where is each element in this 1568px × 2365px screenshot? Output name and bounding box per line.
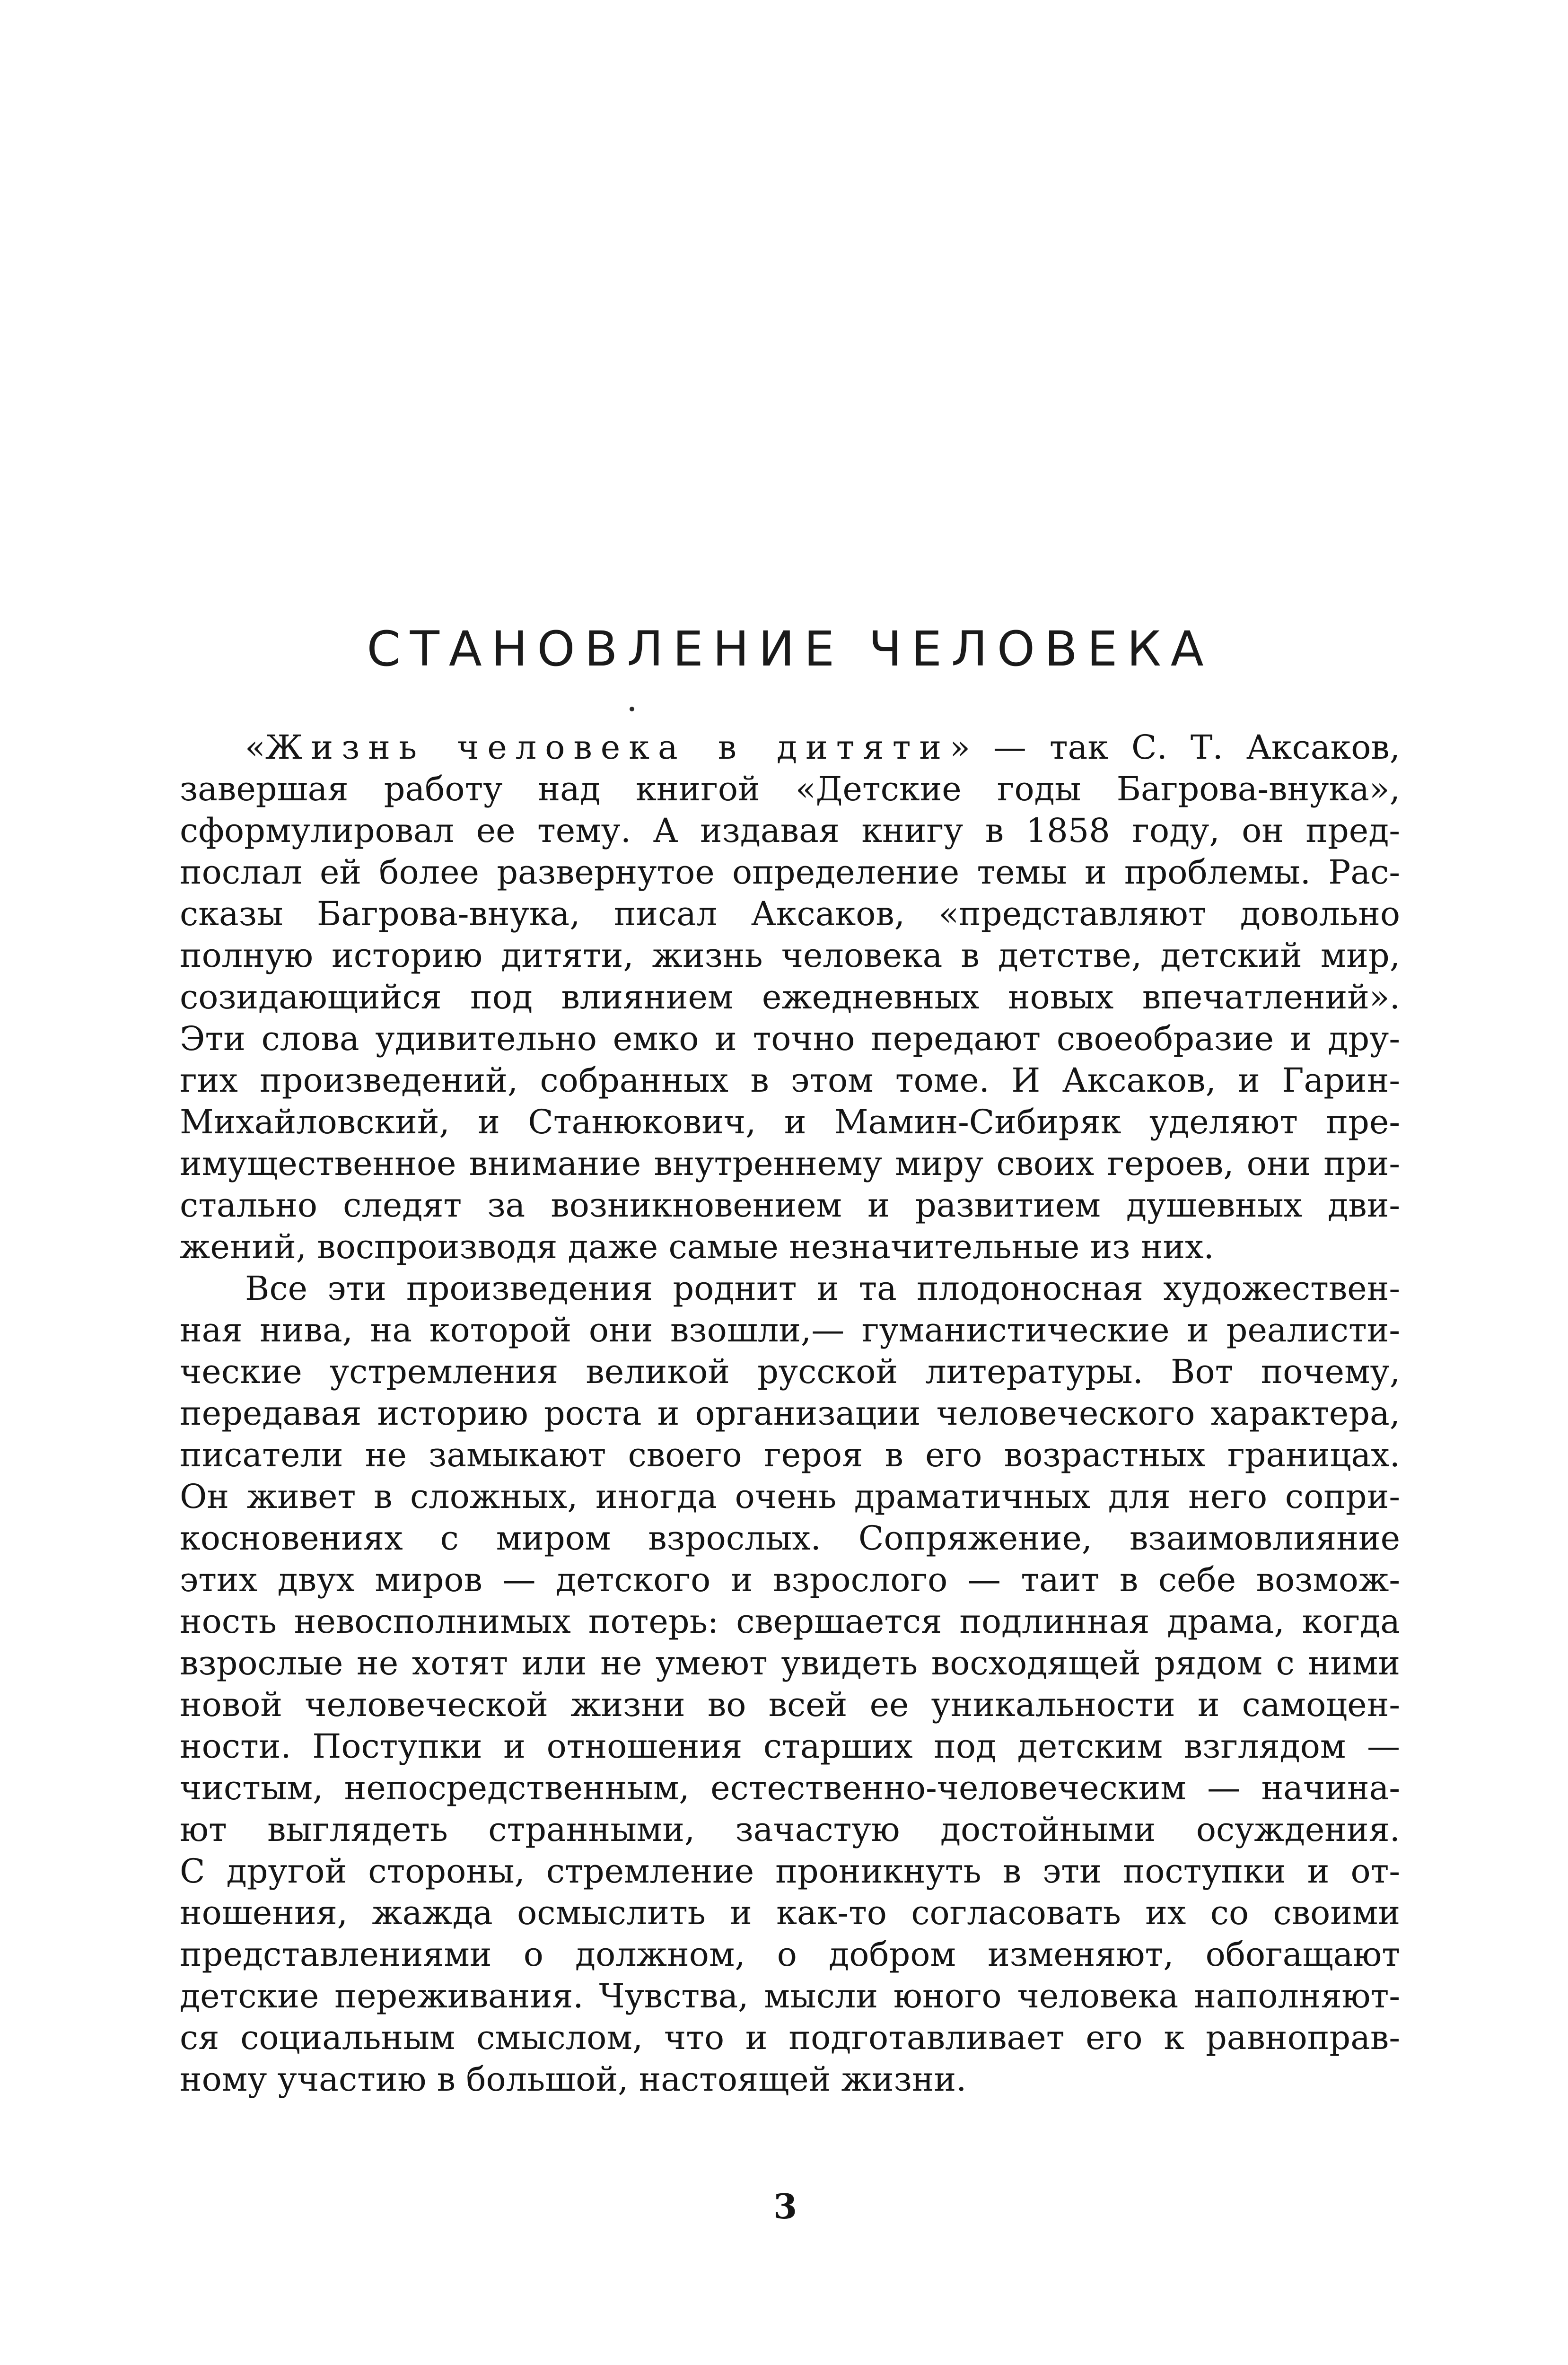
text-line: послал ей более развернутое определение темы и проблемы. Рас- <box>180 853 1400 892</box>
quote-open: « <box>245 728 265 767</box>
text-line: ному участию в большой, настоящей жизни. <box>180 2060 967 2099</box>
text-line: косновениях с миром взрослых. Сопряжение, взаимовлияние <box>180 1519 1400 1558</box>
chapter-title: СТАНОВЛЕНИЕ ЧЕЛОВЕКА <box>367 621 1213 677</box>
text-line: ная нива, на которой они взошли,— гуманистические и реалисти- <box>180 1311 1400 1349</box>
text-line: чистым, непосредственным, естественно-человеческим — начина- <box>180 1769 1400 1807</box>
text-line: передавая историю роста и организации человеческого характера, <box>180 1394 1400 1433</box>
text-line: стально следят за возникновением и развитием душевных дви- <box>180 1186 1400 1225</box>
text-line: Все эти произведения роднит и та плодоносная художествен- <box>245 1269 1400 1308</box>
text-line: писатели не замыкают своего героя в его возрастных границах. <box>180 1436 1400 1474</box>
text-line: жений, воспроизводя даже самые незначительные из них. <box>180 1227 1214 1266</box>
text-line: сказы Багрова-внука, писал Аксаков, «представляют довольно <box>180 894 1400 933</box>
text-line: ют выглядеть странными, зачастую достойными осуждения. <box>180 1810 1400 1849</box>
text-line: ческие устремления великой русской литературы. Вот почему, <box>180 1352 1400 1391</box>
text-line: имущественное внимание внутреннему миру своих героев, они при- <box>180 1144 1400 1183</box>
text-line: детские переживания. Чувства, мысли юного человека наполняют- <box>180 1977 1400 2015</box>
text-line: ности. Поступки и отношения старших под детским взглядом — <box>180 1727 1400 1766</box>
text-line: этих двух миров — детского и взрослого — таит в себе возмож- <box>180 1560 1400 1599</box>
first-line-rest: » — так С. Т. Аксаков, <box>950 728 1400 767</box>
text-line: завершая работу над книгой «Детские годы Багрова-внука», <box>180 770 1400 808</box>
spaced-emphasis: Жизнь человека в дитяти <box>265 728 950 767</box>
text-line: гих произведений, собранных в этом томе. И Аксаков, и Гарин- <box>180 1061 1400 1100</box>
text-line: сформулировал ее тему. А издавая книгу в 1858 году, он пред- <box>180 811 1400 850</box>
decorative-dot <box>630 707 634 711</box>
body-text <box>180 727 1400 2100</box>
text-line: ся социальным смыслом, что и подготавливает его к равноправ- <box>180 2018 1400 2057</box>
text-line: С другой стороны, стремление проникнуть в эти поступки и от- <box>180 1852 1400 1891</box>
text-line: Эти слова удивительно емко и точно передают своеобразие и дру- <box>180 1019 1400 1058</box>
text-line: представлениями о должном, о добром изменяют, обогащают <box>180 1935 1400 1974</box>
text-line: созидающийся под влиянием ежедневных новых впечатлений». <box>180 978 1400 1016</box>
page-number: 3 <box>773 2186 797 2226</box>
paragraph-1-line-1 <box>180 727 1400 768</box>
text-line: взрослые не хотят или не умеют увидеть восходящей рядом с ними <box>180 1644 1400 1682</box>
text-line: Михайловский, и Станюкович, и Мамин-Сибиряк уделяют пре- <box>180 1103 1400 1141</box>
text-line: ность невосполнимых потерь: свершается подлинная драма, когда <box>180 1602 1400 1641</box>
text-line: новой человеческой жизни во всей ее уникальности и самоцен- <box>180 1685 1400 1724</box>
text-line: полную историю дитяти, жизнь человека в детстве, детский мир, <box>180 936 1400 975</box>
text-line: ношения, жажда осмыслить и как-то согласовать их со своими <box>180 1893 1400 1932</box>
text-line: Он живет в сложных, иногда очень драматичных для него сопри- <box>180 1477 1400 1516</box>
